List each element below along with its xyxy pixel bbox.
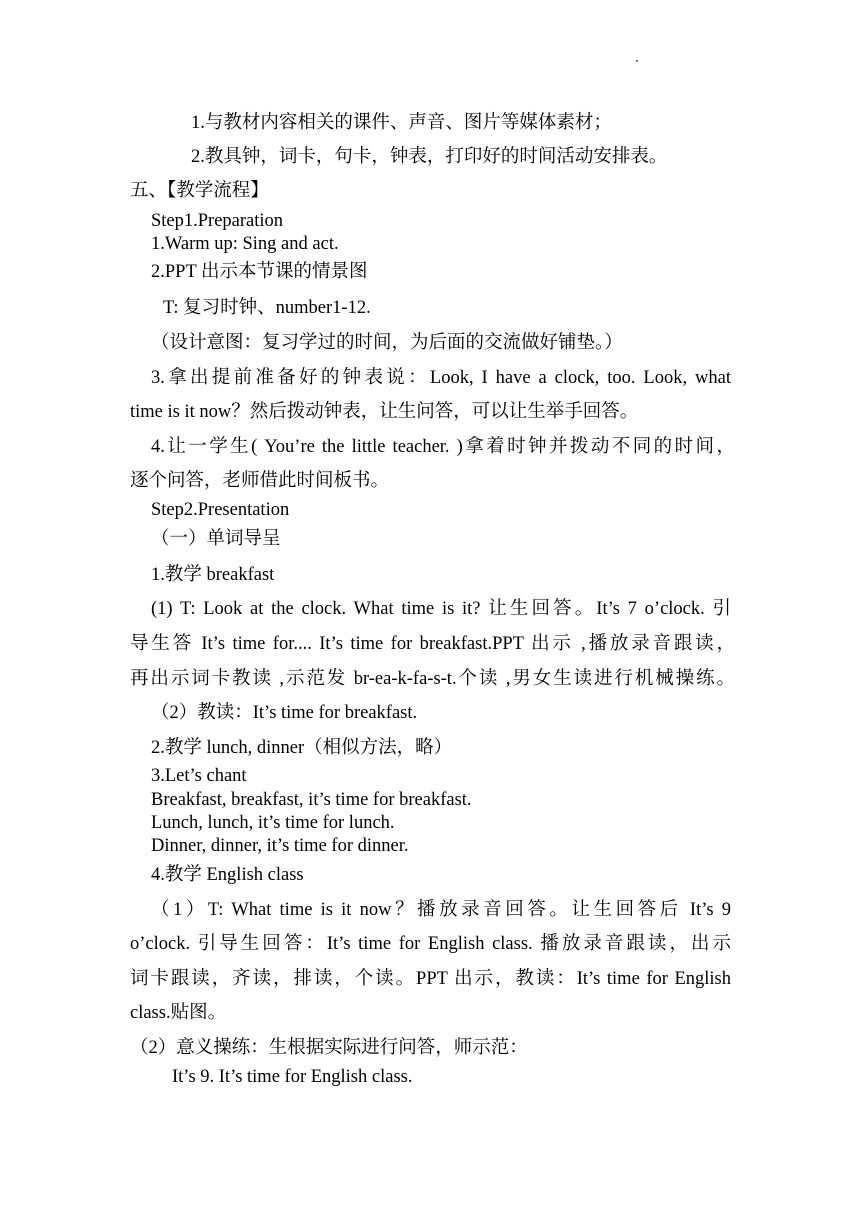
text-line-18: 再出示词卡教读 ,示范发 br-ea-k-fa-s-t.个读 ,男女生读进行机械操练。 <box>130 669 735 689</box>
text-line-6: 2.PPT 出示本节课的情景图 <box>151 262 368 282</box>
chant-line-2: Lunch, lunch, it’s time for lunch. <box>151 813 395 833</box>
step-heading-2: Step2.Presentation <box>151 500 290 520</box>
text-line-9: 3.拿出提前准备好的钟表说：Look, I have a clock, too. Look, what <box>151 368 731 388</box>
text-line-11: 4.让一学生( You’re the little teacher. )拿着时钟并拨动不同的时间， <box>151 437 735 457</box>
text-line-16: (1) T: Look at the clock. What time is it? 让生回答。It’s 7 o’clock. 引 <box>151 599 731 619</box>
text-line-2: 2.教具钟，词卡，句卡，钟表，打印好的时间活动安排表。 <box>191 147 668 167</box>
page-mark <box>636 60 638 62</box>
text-line-30: （2）意义操练：生根据实际进行问答，师示范： <box>130 1038 528 1058</box>
text-line-17: 导生答 It’s time for.... It’s time for breakfast.PPT 出示 ,播放录音跟读， <box>130 634 735 654</box>
text-line-15: 1.教学 breakfast <box>151 565 275 585</box>
text-line-5: 1.Warm up: Sing and act. <box>151 234 339 254</box>
step-heading-1: Step1.Preparation <box>151 211 284 231</box>
text-line-21: 3.Let’s chant <box>151 766 247 786</box>
text-line-19: （2）教读：It’s time for breakfast. <box>151 703 418 723</box>
text-line-12: 逐个问答，老师借此时间板书。 <box>130 471 390 491</box>
text-line-14: （一）单词导呈 <box>151 529 281 549</box>
text-line-26: （1）T: What time is it now？播放录音回答。让生回答后 It’s 9 <box>151 900 731 920</box>
text-line-20: 2.教学 lunch, dinner（相似方法，略） <box>151 738 453 758</box>
text-line-1: 1.与教材内容相关的课件、声音、图片等媒体素材； <box>191 113 612 133</box>
text-line-8: （设计意图：复习学过的时间，为后面的交流做好铺垫。） <box>151 333 623 353</box>
text-line-25: 4.教学 English class <box>151 865 304 885</box>
text-line-28: 词卡跟读，齐读，排读，个读。PPT 出示，教读：It’s time for English <box>130 969 731 989</box>
text-line-31: It’s 9. It’s time for English class. <box>172 1067 413 1087</box>
text-line-29: class.贴图。 <box>130 1003 227 1023</box>
text-line-10: time is it now？然后拨动钟表，让生问答，可以让生举手回答。 <box>130 402 639 422</box>
chant-line-1: Breakfast, breakfast, it’s time for breakfast. <box>151 790 472 810</box>
chant-line-3: Dinner, dinner, it’s time for dinner. <box>151 836 409 856</box>
text-line-7: T: 复习时钟、number1-12. <box>163 298 371 318</box>
text-line-27: o’clock. 引导生回答：It’s time for English class. 播放录音跟读，出示 <box>130 934 731 954</box>
section-heading: 五、【教学流程】 <box>130 181 269 201</box>
